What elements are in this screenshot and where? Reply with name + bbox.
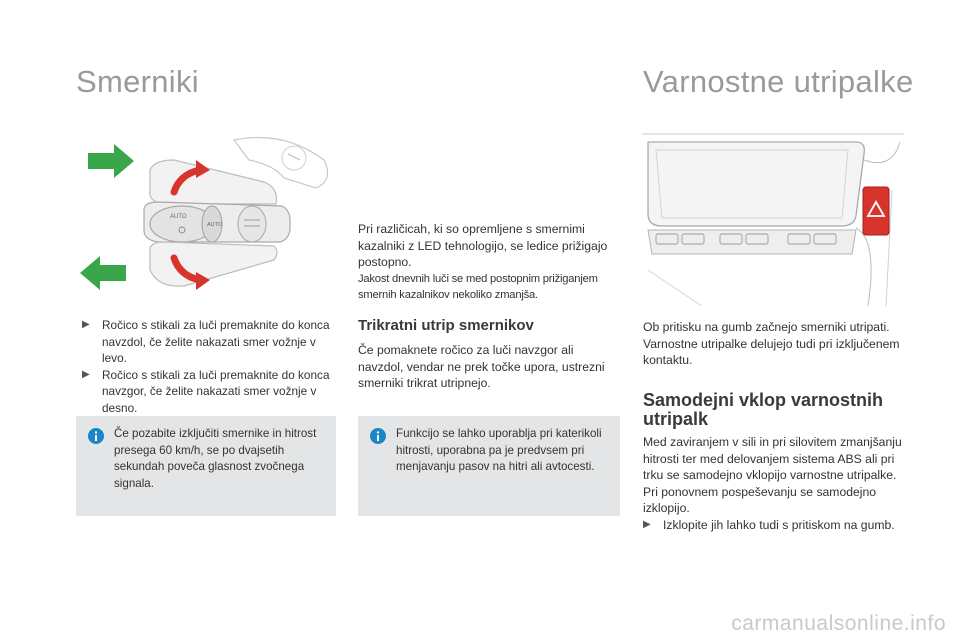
intro-led-text: Pri različicah, ki so opremljene s smernimi kazalniki z LED tehnologijo, se ledice prižigajo postopno. [358, 222, 608, 269]
middle-body: Če pomaknete ročico za luči navzgor ali navzdol, vendar ne prek točke upora, ustrezni smerniki trikrat utripnejo. [358, 343, 605, 390]
stalk-auto-label-right: AUTO [207, 222, 223, 228]
bullet-text: Ročico s stikali za luči premaknite do konca navzgor, če želite nakazati smer vožnje v desno. [102, 367, 330, 415]
hazard-triangle-icon [862, 186, 890, 236]
info-text: Funkcijo se lahko uporablja pri katerikoli hitrosti, uporabna pa je predvsem pri menjavanju pasov na hitri ali avtocesti. [396, 427, 602, 473]
arrow-left-icon [80, 256, 126, 290]
left-page-title: Smerniki [76, 64, 199, 99]
stalk-auto-label: AUTO [170, 214, 187, 220]
watermark-footer: carmanualsonline.info [731, 612, 946, 635]
info-icon [88, 428, 104, 444]
right-page-title: Varnostne utripalke [643, 64, 914, 99]
right-body [643, 434, 905, 533]
middle-intro [358, 221, 620, 304]
list-item [82, 367, 342, 417]
hazard-button-illustration [642, 130, 904, 306]
intro-daylight-text: Jakost dnevnih luči se med postopnim prižiganjem smernih kazalnikov nekoliko zmanjša. [358, 272, 598, 301]
info-icon [370, 428, 386, 444]
bullet-text: Izklopite jih lahko tudi s pritiskom na gumb. [663, 517, 895, 532]
bullet-icon: ▶ [643, 518, 651, 530]
middle-info-box [358, 416, 620, 516]
list-item [82, 317, 342, 367]
right-intro: Ob pritisku na gumb začnejo smerniki utripati. Varnostne utripalke delujejo tudi pri izključenem kontaktu. [643, 320, 900, 367]
right-subtitle: Samodejni vklop varnostnih utripalk [643, 390, 884, 429]
acceleration-text: Pri ponovnem pospeševanju se samodejno izklopijo. [643, 484, 877, 515]
arrow-right-icon [88, 144, 134, 178]
emergency-braking-text: Med zaviranjem v sili in pri silovitem zmanjšanju hitrosti ter med delovanjem sistema ABS ali pri trku se samodejno vklopijo varnostne utripalke. [643, 435, 902, 482]
bullet-icon: ▶ [82, 368, 90, 380]
left-bullet-list [82, 317, 342, 416]
left-info-box [76, 416, 336, 516]
bullet-icon: ▶ [82, 319, 90, 330]
middle-subtitle: Trikratni utrip smernikov [358, 317, 534, 334]
bullet-text: Ročico s stikali za luči premaknite do konca navzdol, če želite nakazati smer vožnje v levo. [102, 318, 330, 365]
turn-signal-stalk-illustration [84, 130, 340, 302]
info-text: Če pozabite izključiti smernike in hitrost presega 60 km/h, se po dvajsetih sekundah poveča glasnost zvočnega signala. [114, 427, 317, 490]
list-item [643, 517, 905, 534]
